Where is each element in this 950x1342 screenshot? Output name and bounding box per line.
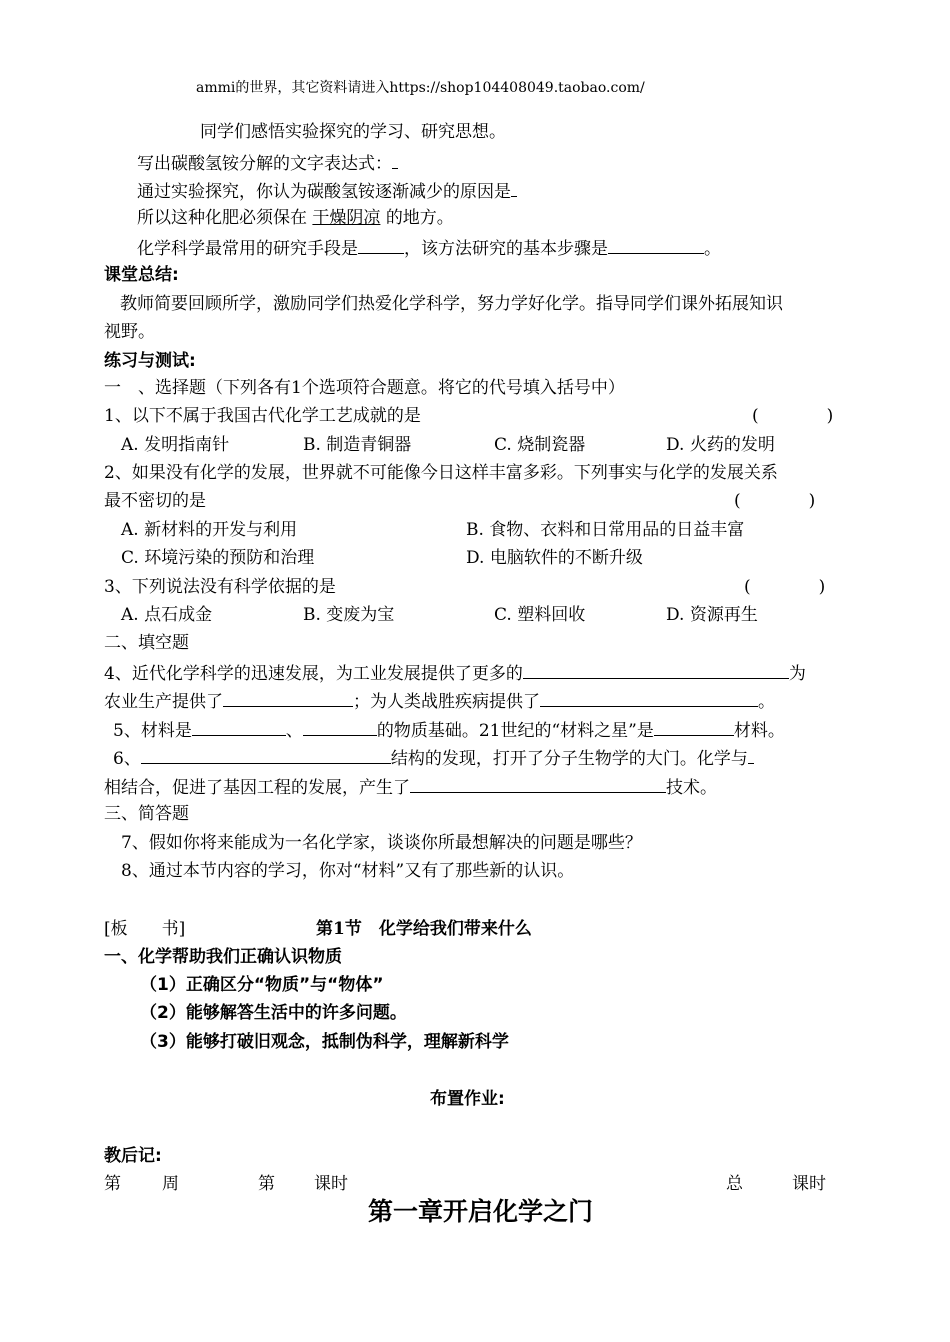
chapter-title: 第一章开启化学之门: [368, 1197, 594, 1226]
q-text: 。: [758, 692, 775, 712]
board-item: （3）能够打破旧观念，抵制伪科学，理解新科学: [140, 1032, 509, 1052]
board-title: 第1节 化学给我们带来什么: [316, 919, 532, 939]
option: A. 新材料的开发与利用: [121, 520, 298, 540]
blank: [141, 746, 391, 764]
intro-text: ，该方法研究的基本步骤是: [404, 239, 608, 259]
question-2: 最不密切的是: [104, 491, 206, 511]
intro-line: [137, 151, 398, 175]
blank: [748, 746, 754, 764]
q-text: 相结合，促进了基因工程的发展，产生了: [104, 778, 410, 798]
answer-bracket: ( ): [744, 577, 826, 597]
option: D. 电脑软件的不断升级: [466, 548, 643, 568]
q-text: 4、近代化学科学的迅速发展，为工业发展提供了更多的: [104, 664, 523, 684]
option: C. 烧制瓷器: [494, 435, 586, 455]
question-1: 1、以下不属于我国古代化学工艺成就的是: [104, 406, 421, 426]
q-text: 、: [285, 721, 303, 741]
section-heading: 三、简答题: [104, 804, 189, 824]
q-text: 农业生产提供了: [104, 692, 223, 712]
board-item: （1）正确区分“物质”与“物体”: [140, 975, 384, 995]
question-7: 7、假如你将来能成为一名化学家，谈谈你所最想解决的问题是哪些？: [121, 833, 642, 853]
intro-text: 。: [704, 239, 721, 259]
intro-text: 通过实验探究，你认为碳酸氢铵逐渐减少的原因是: [137, 182, 511, 202]
q-text: ；为人类战胜疾病提供了: [353, 692, 540, 712]
blank: [608, 236, 704, 254]
question-5: [113, 718, 785, 742]
blank: [392, 151, 398, 169]
blank: [410, 775, 666, 793]
q-text: 技术。: [666, 778, 717, 798]
option: B. 制造青铜器: [303, 435, 412, 455]
total-label: 课时: [792, 1174, 826, 1194]
afterword-heading: 教后记:: [104, 1146, 162, 1166]
blank: [358, 236, 404, 254]
intro-line: [137, 179, 517, 203]
question-2: 2、如果没有化学的发展，世界就不可能像今日这样丰富多彩。下列事实与化学的发展关系: [104, 463, 778, 483]
question-6: [113, 746, 754, 770]
blank: [511, 179, 517, 197]
option: D. 资源再生: [666, 605, 758, 625]
intro-line: [137, 236, 721, 260]
intro-line: 同学们感悟实验探究的学习、研究思想。: [200, 122, 506, 142]
board-label: [板 书]: [104, 919, 186, 939]
intro-text: 化学科学最常用的研究手段是: [137, 239, 358, 259]
option: C. 塑料回收: [494, 605, 586, 625]
question-6: [104, 775, 717, 799]
page-header: ammi的世界，其它资料请进入https://shop104408049.taobao.com/: [196, 80, 645, 96]
q-text: 材料。: [733, 721, 785, 741]
q-text: 6、: [113, 749, 141, 769]
intro-text: 所以这种化肥必须保在: [137, 208, 307, 228]
option: D. 火药的发明: [666, 435, 775, 455]
lesson-label: 第: [258, 1174, 275, 1194]
blank: [523, 661, 789, 679]
question-4: [104, 661, 806, 685]
blank: [192, 718, 286, 736]
option: B. 变废为宝: [303, 605, 395, 625]
summary-heading: 课堂总结:: [104, 265, 179, 285]
blank: [303, 718, 377, 736]
intro-line: [137, 207, 454, 229]
intro-text: 的地方。: [385, 208, 454, 228]
week-label: 周: [162, 1174, 179, 1194]
lesson-label: 课时: [314, 1174, 348, 1194]
intro-text: 写出碳酸氢铵分解的文字表达式：: [137, 154, 392, 174]
question-3: 3、下列说法没有科学依据的是: [104, 577, 336, 597]
section-heading: 二、填空题: [104, 633, 189, 653]
option: C. 环境污染的预防和治理: [121, 548, 315, 568]
practice-heading: 练习与测试:: [104, 351, 196, 371]
option: A. 发明指南针: [121, 435, 230, 455]
summary-text: 视野。: [104, 322, 155, 342]
section-heading: 一 、选择题（下列各有1个选项符合题意。将它的代号填入括号中）: [104, 378, 625, 398]
week-label: 第: [104, 1174, 121, 1194]
board-heading: 一、化学帮助我们正确认识物质: [104, 947, 342, 967]
board-item: （2）能够解答生活中的许多问题。: [140, 1003, 407, 1023]
q-text: 的物质基础。21世纪的“材料之星”是: [376, 721, 654, 741]
blank: [223, 689, 353, 707]
summary-text: 教师简要回顾所学，激励同学们热爱化学科学，努力学好化学。指导同学们课外拓展知识: [120, 294, 783, 314]
total-label: 总: [726, 1174, 743, 1194]
answer-bracket: ( ): [734, 491, 816, 511]
homework-heading: 布置作业:: [430, 1089, 505, 1109]
blank: [540, 689, 758, 707]
q-text: 结构的发现，打开了分子生物学的大门。化学与: [390, 749, 748, 769]
question-8: 8、通过本节内容的学习，你对“材料”又有了那些新的认识。: [121, 861, 575, 881]
question-4: [104, 689, 775, 713]
q-text: 为: [788, 664, 806, 684]
option: B. 食物、衣料和日常用品的日益丰富: [466, 520, 745, 540]
answer-bracket: ( ): [752, 406, 834, 426]
q-text: 5、材料是: [113, 721, 192, 741]
answer-text: 干燥阴凉: [312, 208, 381, 228]
option: A. 点石成金: [121, 605, 213, 625]
blank: [654, 718, 734, 736]
